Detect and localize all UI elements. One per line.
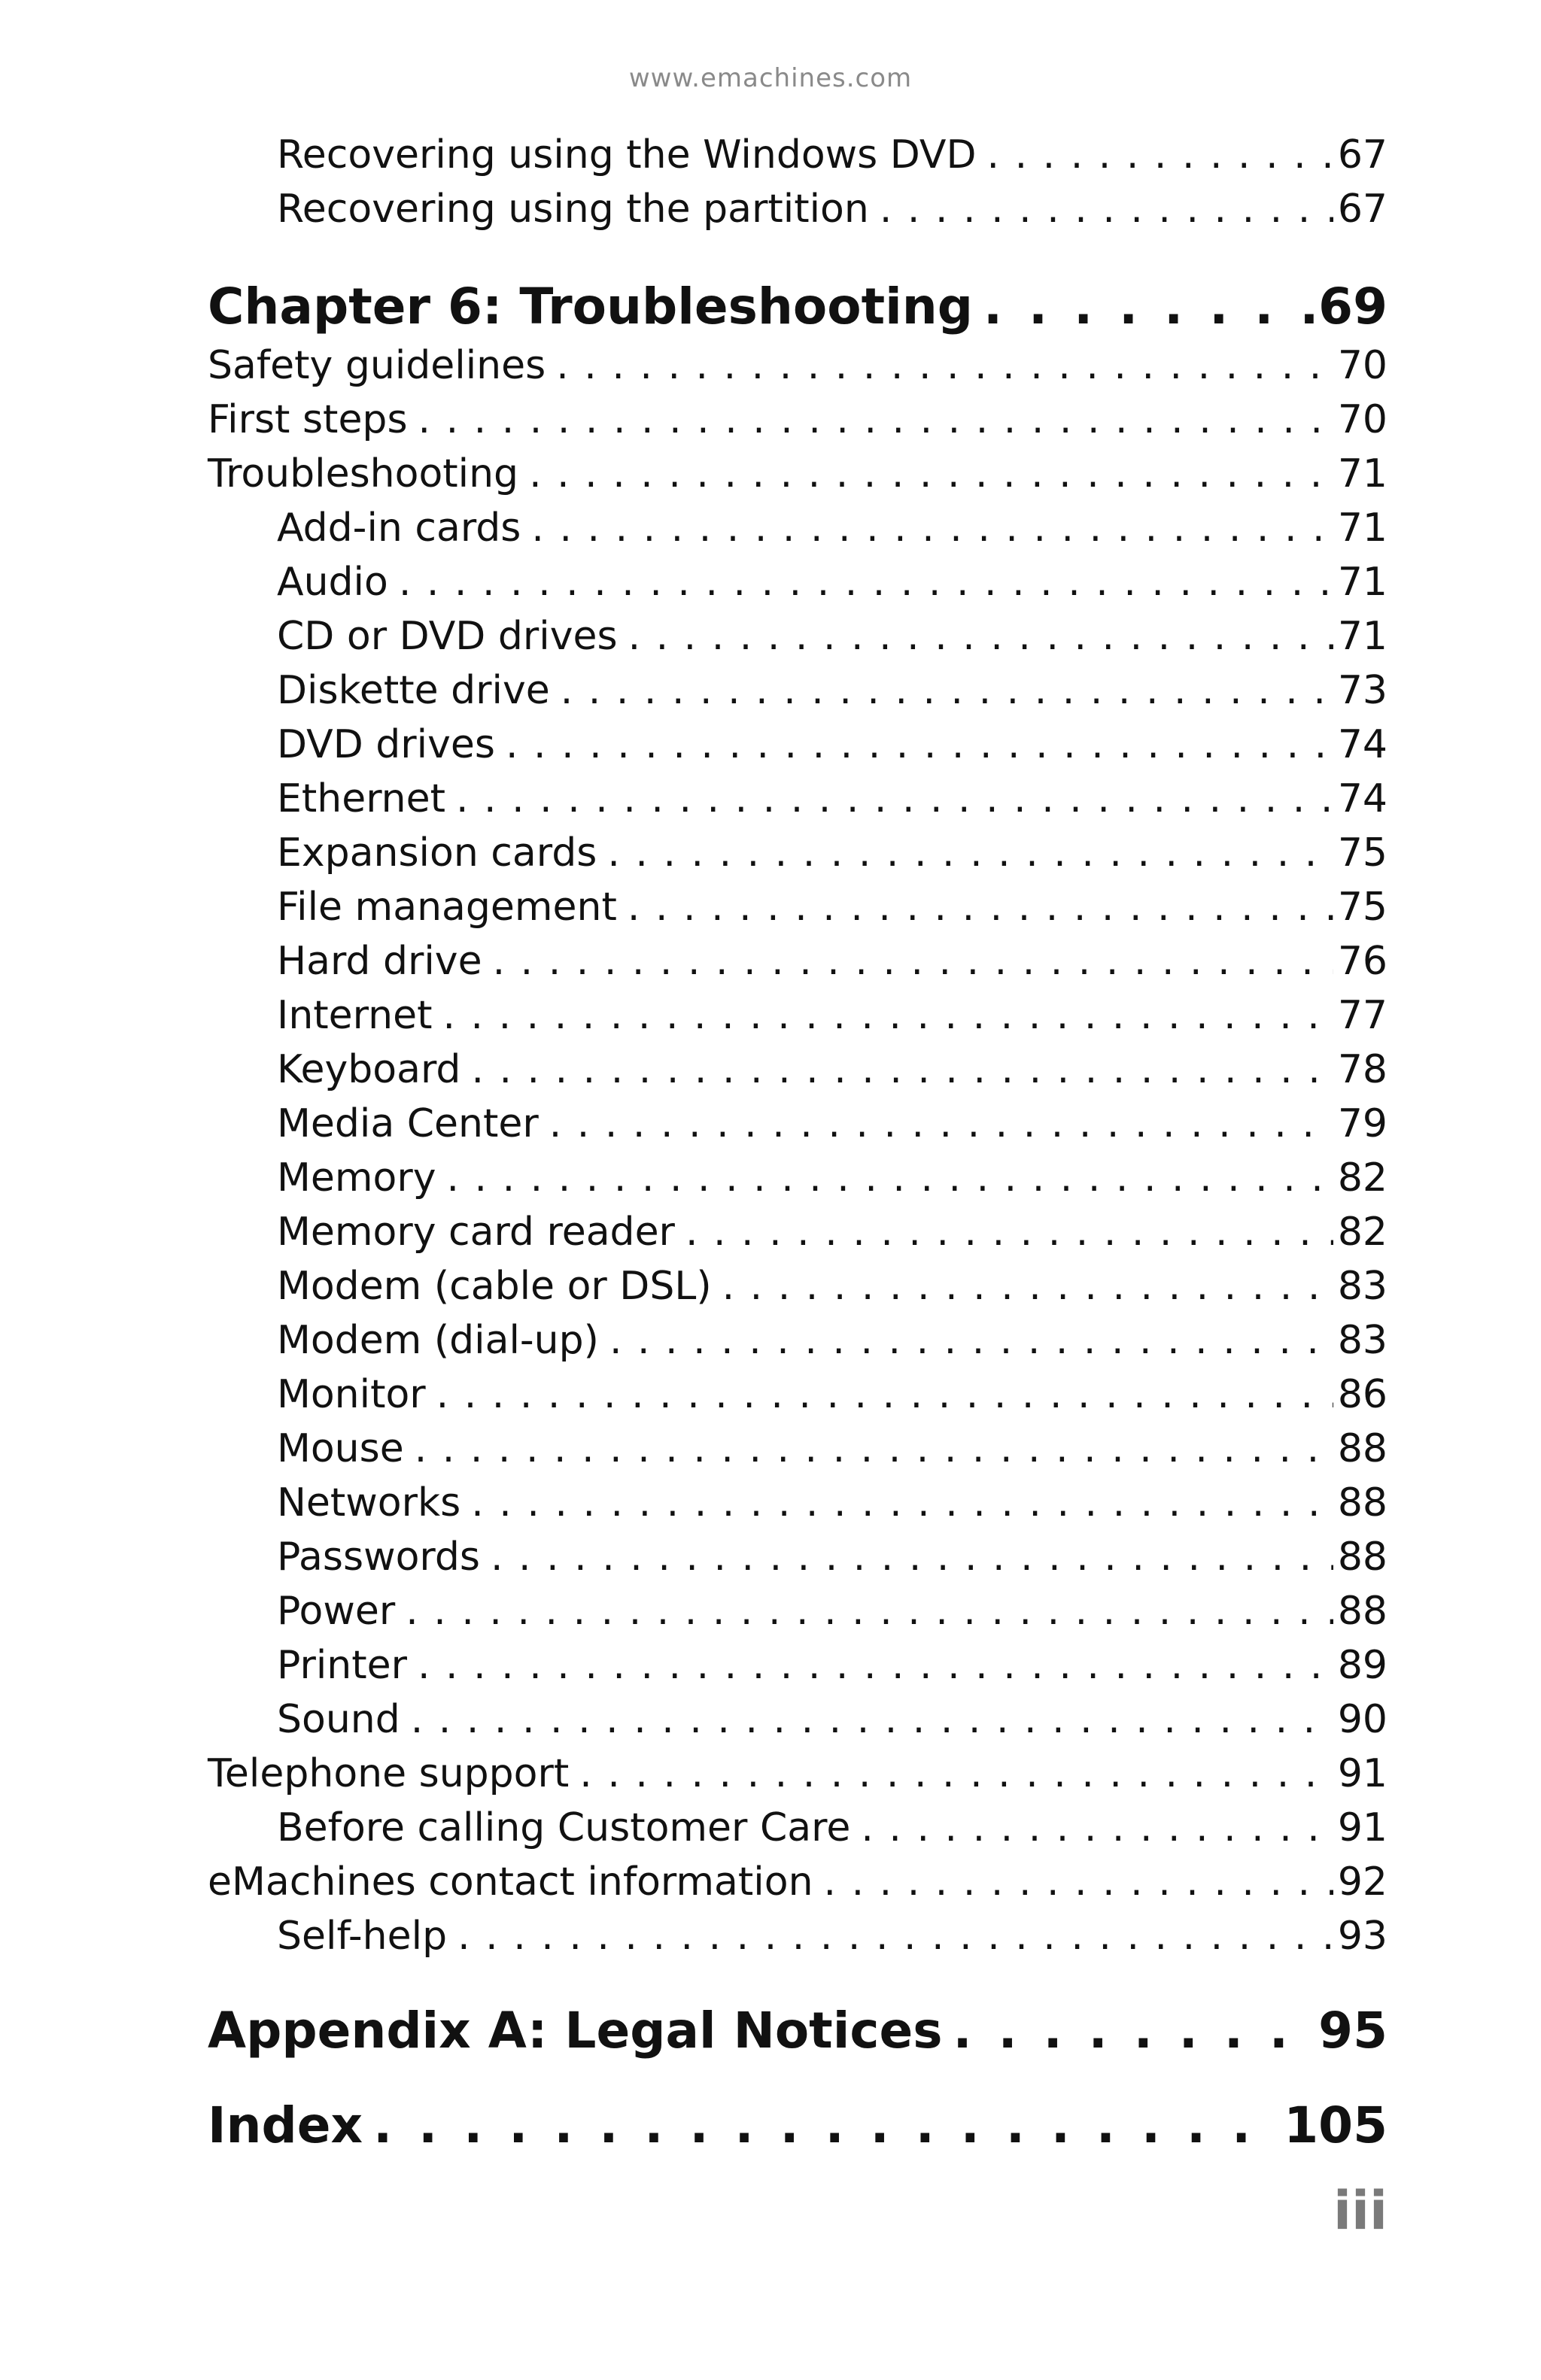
- toc-entry-page: 71: [1337, 505, 1388, 551]
- toc-entry-label: Printer: [277, 1643, 407, 1688]
- toc-entry-label: Modem (dial-up): [277, 1318, 599, 1363]
- toc-entry-page: 82: [1337, 1210, 1388, 1255]
- toc-entry-page: 89: [1337, 1643, 1388, 1688]
- dot-leader: [456, 772, 1333, 826]
- toc-entry: [277, 1151, 1388, 1205]
- dot-leader: [561, 663, 1333, 718]
- toc-entry: [277, 718, 1388, 772]
- toc-entry-page: 105: [1284, 2096, 1388, 2154]
- dot-leader: [418, 1638, 1333, 1692]
- toc-entry-label: Keyboard: [277, 1047, 461, 1092]
- dot-leader: [579, 1747, 1333, 1801]
- toc-entry: [277, 1801, 1388, 1855]
- dot-leader: [531, 501, 1333, 555]
- toc-entry-label: Memory: [277, 1155, 436, 1201]
- toc-entry: [277, 555, 1388, 609]
- toc-entry-label: Add-in cards: [277, 505, 521, 551]
- toc-entry-label: Recovering using the partition: [277, 187, 869, 232]
- toc-chapter-entry: [208, 1998, 1388, 2064]
- toc-entry-label: Mouse: [277, 1426, 404, 1471]
- toc-entry: [208, 1855, 1388, 1909]
- dot-leader: [471, 1476, 1333, 1530]
- toc-entry-label: CD or DVD drives: [277, 614, 618, 659]
- toc-entry-page: 83: [1337, 1318, 1388, 1363]
- dot-leader: [628, 609, 1333, 663]
- toc-entry-label: Memory card reader: [277, 1210, 675, 1255]
- toc-entry: [277, 1476, 1388, 1530]
- toc-entry-page: 91: [1337, 1751, 1388, 1796]
- dot-leader: [722, 1259, 1333, 1313]
- toc-entry-label: Troubleshooting: [208, 451, 519, 496]
- dot-leader: [436, 1368, 1333, 1422]
- toc-entry-page: 73: [1337, 668, 1388, 713]
- toc-entry: [277, 826, 1388, 880]
- dot-leader: [549, 1097, 1333, 1151]
- dot-leader: [880, 182, 1333, 236]
- toc-entry-page: 86: [1337, 1372, 1388, 1417]
- toc-entry-page: 91: [1337, 1805, 1388, 1850]
- toc-entry: [277, 1043, 1388, 1097]
- toc-entry: [277, 182, 1388, 236]
- dot-leader: [607, 826, 1333, 880]
- toc-chapter-entry: [208, 2093, 1388, 2159]
- toc-entry-page: 70: [1337, 397, 1388, 442]
- toc-entry-label: Self-help: [277, 1914, 448, 1959]
- toc-entry: [277, 501, 1388, 555]
- toc-entry-page: 69: [1318, 278, 1388, 335]
- toc-entry: [277, 1313, 1388, 1368]
- dot-leader: [529, 447, 1333, 501]
- dot-leader: [491, 1530, 1333, 1584]
- toc-entry: [277, 1638, 1388, 1692]
- toc-entry-page: 88: [1337, 1535, 1388, 1580]
- toc-entry-page: 95: [1318, 2002, 1388, 2060]
- toc-entry-label: Modem (cable or DSL): [277, 1264, 712, 1309]
- toc-entry-label: Internet: [277, 993, 433, 1038]
- dot-leader: [628, 880, 1333, 934]
- toc-entry-page: 88: [1337, 1480, 1388, 1525]
- toc-entry: [277, 1097, 1388, 1151]
- toc-entry: [208, 393, 1388, 447]
- page-number: iii: [1333, 2180, 1388, 2242]
- toc-entry: [208, 447, 1388, 501]
- toc-entry-page: 90: [1337, 1697, 1388, 1742]
- toc-entry: [208, 338, 1388, 393]
- toc-entry: [277, 772, 1388, 826]
- toc-entry-label: Power: [277, 1589, 396, 1634]
- toc-entry: [277, 1584, 1388, 1638]
- toc-entry: [277, 663, 1388, 718]
- dot-leader: [373, 2093, 1279, 2159]
- toc-entry-label: Passwords: [277, 1535, 480, 1580]
- toc-entry-label: DVD drives: [277, 722, 495, 767]
- toc-entry: [277, 934, 1388, 988]
- toc-entry-page: 76: [1337, 939, 1388, 984]
- toc-entry-page: 88: [1337, 1426, 1388, 1471]
- toc-entry-page: 75: [1337, 830, 1388, 876]
- toc-entry: [277, 1909, 1388, 1963]
- toc-entry-page: 77: [1337, 993, 1388, 1038]
- dot-leader: [418, 393, 1333, 447]
- toc-entry-page: 78: [1337, 1047, 1388, 1092]
- dot-leader: [446, 1151, 1333, 1205]
- toc-entry-label: Expansion cards: [277, 830, 597, 876]
- dot-leader: [556, 338, 1333, 393]
- dot-leader: [411, 1692, 1333, 1747]
- toc-entry-page: 92: [1337, 1859, 1388, 1905]
- dot-leader: [953, 1998, 1315, 2064]
- toc-entry-label: Appendix A: Legal Notices: [208, 2002, 943, 2060]
- toc-entry-page: 74: [1337, 722, 1388, 767]
- toc-entry: [277, 128, 1388, 182]
- toc-entry-label: Chapter 6: Troubleshooting: [208, 278, 973, 335]
- toc-entry-label: First steps: [208, 397, 408, 442]
- dot-leader: [415, 1422, 1333, 1476]
- toc-entry-label: eMachines contact information: [208, 1859, 813, 1905]
- toc-entry-label: Monitor: [277, 1372, 426, 1417]
- toc-entry-page: 75: [1337, 885, 1388, 930]
- toc-entry-label: Recovering using the Windows DVD: [277, 132, 977, 178]
- toc-entry-label: Media Center: [277, 1101, 539, 1146]
- toc-entry-page: 71: [1337, 614, 1388, 659]
- dot-leader: [399, 555, 1333, 609]
- toc-entry-page: 79: [1337, 1101, 1388, 1146]
- toc-entry: [277, 988, 1388, 1043]
- toc-entry: [277, 1530, 1388, 1584]
- dot-leader: [471, 1043, 1333, 1097]
- dot-leader: [987, 128, 1333, 182]
- dot-leader: [861, 1801, 1333, 1855]
- toc-entry: [277, 1692, 1388, 1747]
- toc-entry-label: Before calling Customer Care: [277, 1805, 851, 1850]
- toc-entry: [208, 1747, 1388, 1801]
- toc-entry: [277, 880, 1388, 934]
- dot-leader: [685, 1205, 1333, 1259]
- toc-entry: [277, 1259, 1388, 1313]
- toc-entry-page: 71: [1337, 560, 1388, 605]
- dot-leader: [609, 1313, 1333, 1368]
- toc-entry: [277, 609, 1388, 663]
- dot-leader: [457, 1909, 1333, 1963]
- toc-entry-page: 74: [1337, 776, 1388, 821]
- dot-leader: [506, 718, 1333, 772]
- toc-entry-label: Safety guidelines: [208, 343, 546, 388]
- toc-entry: [277, 1368, 1388, 1422]
- toc-entry-label: Networks: [277, 1480, 461, 1525]
- dot-leader: [983, 274, 1314, 340]
- toc-entry-page: 83: [1337, 1264, 1388, 1309]
- toc-entry-label: Ethernet: [277, 776, 445, 821]
- toc-entry-label: Diskette drive: [277, 668, 550, 713]
- toc-entry-page: 71: [1337, 451, 1388, 496]
- toc-entry-label: Telephone support: [208, 1751, 570, 1796]
- toc-entry-label: Audio: [277, 560, 388, 605]
- toc-entry-label: Hard drive: [277, 939, 482, 984]
- header-url: www.emachines.com: [628, 63, 913, 93]
- toc-entry-label: File management: [277, 885, 617, 930]
- dot-leader: [442, 988, 1333, 1043]
- toc-entry: [277, 1422, 1388, 1476]
- dot-leader: [824, 1855, 1333, 1909]
- dot-leader: [406, 1584, 1333, 1638]
- toc-chapter-entry: [208, 274, 1388, 340]
- toc-entry-page: 67: [1337, 132, 1388, 178]
- dot-leader: [493, 934, 1333, 988]
- toc-entry: [277, 1205, 1388, 1259]
- toc-entry-page: 70: [1337, 343, 1388, 388]
- toc-entry-label: Sound: [277, 1697, 400, 1742]
- toc-entry-page: 88: [1337, 1589, 1388, 1634]
- toc-entry-page: 93: [1337, 1914, 1388, 1959]
- toc-entry-page: 67: [1337, 187, 1388, 232]
- toc-entry-page: 82: [1337, 1155, 1388, 1201]
- toc-entry-label: Index: [208, 2096, 363, 2154]
